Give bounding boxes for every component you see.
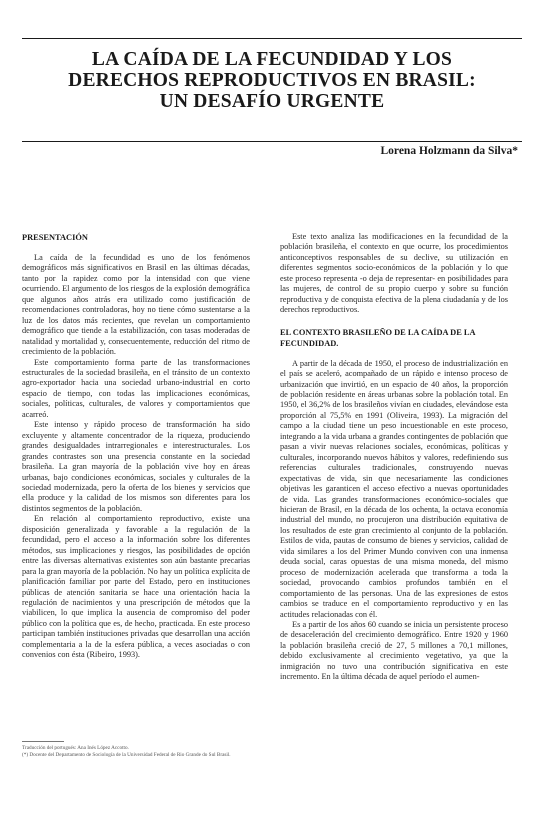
paragraph: A partir de la década de 1950, el proceso de industrialización en el país se aceleró, acompañado de un rápido e intenso proceso de urbanización que invirtió, en un espacio de 40 años, la proporción de población residente en áreas urbanas sobre la población total. En 1950, el 36,2% de los brasileños vivían en ciudades, elevándose esta proporción al 75,5% en 1991 (Oliveira, 1993). La migración del campo a la ciudad tiene un peso incuestionable en este proceso, integrando a la vida urbana a grandes contingentes de población que pasan a vivir nuevas relaciones sociales, económicas, políticas y culturales, incorporando nuevos hábitos y valores, redefiniendo sus referencias culturales tradicionales, construyendo nuevas expectativas de vida, sin que necesariamente las condiciones objetivas les garanticen el acceso efectivo a nuevas oportunidades de vida. Las grandes transformaciones económico-sociales que hicieran de Brasil, en la década de los ochenta, la octava economía industrial del mundo, no procujeron una distribución equitativa de los resultados de este gran crecimiento al conjunto de la población. Estilos de vida, pautas de consumo de bienes y servicios, calidad de vida similares a los del Primer Mundo conviven con una inmensa deuda social, caras opuestas de una misma moneda, del mismo proceso de modernización acelerada que transforma a toda la sociedad, provocando cambios profundos también en el comportamiento de las personas. Una de las expresiones de estos cambios se traduce en el comportamiento reproductivo y en las actitudes relacionadas con él. <box>280 358 508 619</box>
right-column <box>280 232 508 683</box>
footnote: (*) Docente del Departamento de Sociología de la Universidad Federal de Rio Grande do Sul Brasil. <box>22 752 231 758</box>
footnotes <box>22 745 257 759</box>
footnote: Traducción del portugués: Ana Inés López Accotto. <box>22 745 129 751</box>
article-title <box>22 49 522 112</box>
paragraph: Este comportamiento forma parte de las transformaciones estructurales de la sociedad brasileña, en el tránsito de un contexto agro-exportador hacia una sociedad urbano-industrial en corto espacio de tiempo, con todas las implicaciones económicas, sociales, políticas, culturales, de valores y comportamientos que acarreó. <box>22 357 250 419</box>
paragraph: La caída de la fecundidad es uno de los fenómenos demográficos más significativos en Brasil en las últimas décadas, tanto por la rapidez como por la intensidad con que viene ocurriendo. El argumento de los riesgos de la explosión demográfica que algunos años atrás era utilizado como justificación de recomendaciones controladoras, hoy no tiene cómo sustentarse a la luz de los datos más recientes, que revelan un comportamiento demográfico que tiende a la estabilización, con tasas moderadas de natalidad y mortalidad y, consecuentemente, reducción del ritmo de crecimiento de la población. <box>22 253 250 357</box>
paragraph: Este texto analiza las modificaciones en la fecundidad de la población brasileña, el contexto en que ocurre, los procedimientos anticonceptivos responsables de su declive, su utilización en diferentes segmentos socio-económicos de la población y lo que este proceso representa -o deja de representar- en posibilidades para las mujeres, de control de su propio cuerpo y sobre su función reproductiva y de conquista efectiva de la plena ciudadanía y de los derechos reproductivos. <box>280 232 508 315</box>
title-line: DERECHOS REPRODUCTIVOS EN BRASIL: <box>68 70 476 91</box>
top-rule <box>22 38 522 39</box>
title-line: UN DESAFÍO URGENTE <box>159 91 385 112</box>
paragraph: Es a partir de los años 60 cuando se inicia un persistente proceso de desaceleración del crecimiento demográfico. Entre 1920 y 1960 la población brasileña creció de 27, 5 millones a 70,1 millones, debido exclusivamente al crecimiento vegetativo, ya que la inmigración no tuvo una contribución significativa en este incremento. En la última década de aquel período el aumen- <box>280 619 508 682</box>
paragraph: Este intenso y rápido proceso de transformación ha sido excluyente y altamente concentrador de la riqueza, produciendo grandes desigualdades intrarregionales e interestructurales. Los grandes contrastes son una presencia constante en la sociedad brasileña. La gran mayoría de la población vive hoy en áreas urbanas, bajo condiciones económicas, sociales y culturales de la sociedad modernizada, pero la oferta de los bienes y servicios que ella produce y la calidad de los mismos son diferentes para los distintos segmentos de la población. <box>22 420 250 513</box>
title-line: LA CAÍDA DE LA FECUNDIDAD Y LOS <box>91 49 453 70</box>
author-name: Lorena Holzmann da Silva* <box>380 145 518 157</box>
section-heading-contexto: EL CONTEXTO BRASILEÑO DE LA CAÍDA DE LA FECUNDIDAD. <box>280 327 476 348</box>
section-heading-presentacion: PRESENTACIÓN <box>22 233 88 242</box>
paragraph: En relación al comportamiento reproductivo, existe una disposición generalizada y favorable a la regulación de la fecundidad, pero el acceso a la información sobre los diferentes métodos, sus implicaciones y riesgos, las posibilidades de opción entre las diversas alternativas existentes son aún bastante precarias para la gran mayoría de la población. No hay un política explícita de planificación familiar por parte del Estado, pero en instituciones públicas de atención sanitaria se hace una orientación hacia la regulación de nacimientos y una prescripción de métodos que la viabilicen, lo que implica la ausencia de compromiso del poder público con la política que es, de hecho, practicada. En este proceso participan también instituciones privadas que desarrollan una acción complementaria a la de la esfera pública, a veces asociadas o con convenios con ésta (Ribeiro, 1993). <box>22 514 250 660</box>
title-rule <box>22 141 522 142</box>
footnote-rule <box>22 741 64 742</box>
left-column <box>22 232 250 661</box>
